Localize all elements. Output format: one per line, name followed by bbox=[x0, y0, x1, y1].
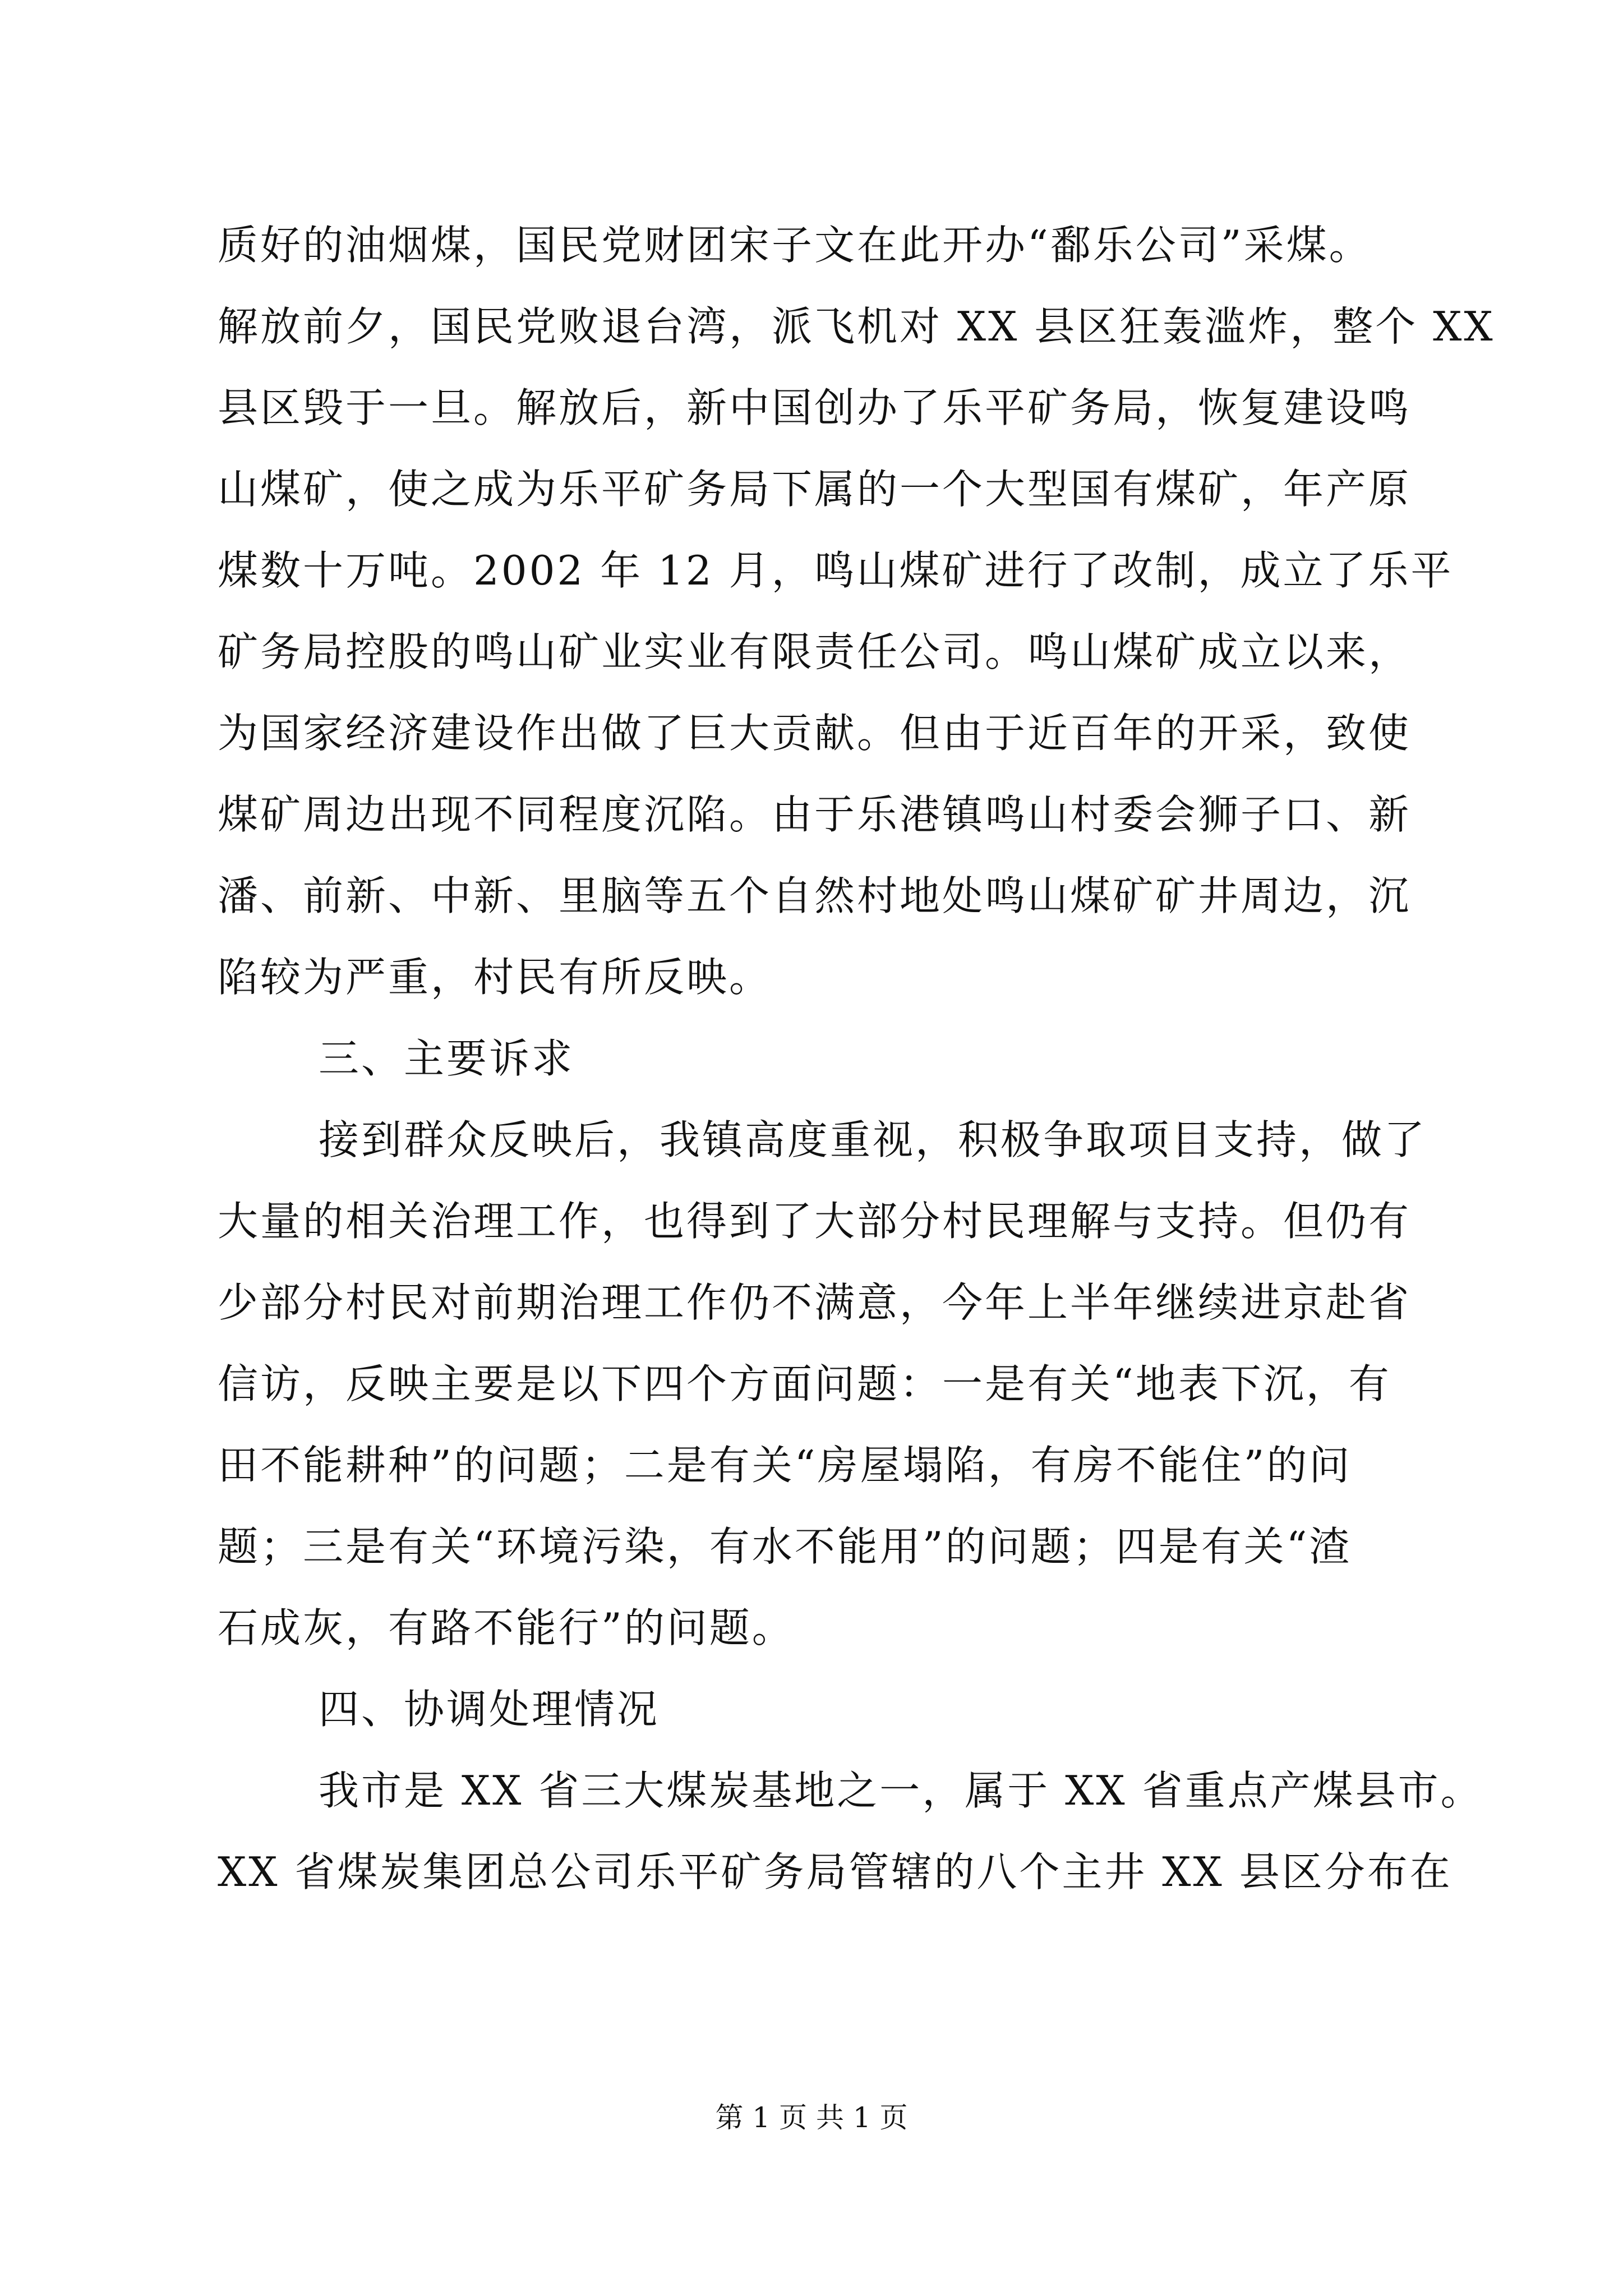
text-line: 少部分村民对前期治理工作仍不满意，今年上半年继续进京赴省 bbox=[218, 1279, 1412, 1326]
text-line: 信访，反映主要是以下四个方面问题：一是有关“地表下沉，有 bbox=[218, 1360, 1391, 1407]
text-line: 矿务局控股的鸣山矿业实业有限责任公司。鸣山煤矿成立以来， bbox=[218, 628, 1412, 675]
text-line: 解放前夕，国民党败退台湾，派飞机对 XX 县区狂轰滥炸，整个 XX bbox=[218, 303, 1495, 350]
text-line: 为国家经济建设作出做了巨大贡献。但由于近百年的开采，致使 bbox=[218, 710, 1412, 757]
section-heading: 三、主要诉求 bbox=[319, 1035, 575, 1082]
text-line: 接到群众反映后，我镇高度重视，积极争取项目支持，做了 bbox=[319, 1116, 1427, 1163]
text-line: 田不能耕种”的问题；二是有关“房屋塌陷，有房不能住”的问 bbox=[218, 1442, 1352, 1489]
body-text bbox=[218, 205, 1495, 1913]
text-line: XX 省煤炭集团总公司乐平矿务局管辖的八个主井 XX 县区分布在 bbox=[218, 1848, 1453, 1895]
text-line: 石成灰，有路不能行”的问题。 bbox=[218, 1604, 795, 1651]
text-line: 山煤矿，使之成为乐平矿务局下属的一个大型国有煤矿，年产原 bbox=[218, 466, 1412, 513]
text-line: 质好的油烟煤，国民党财团宋子文在此开办“鄱乐公司”采煤。 bbox=[218, 222, 1372, 269]
text-line: 潘、前新、中新、里脑等五个自然村地处鸣山煤矿矿井周边，沉 bbox=[218, 872, 1412, 919]
text-line: 题；三是有关“环境污染，有水不能用”的问题；四是有关“渣 bbox=[218, 1523, 1352, 1570]
text-line: 陷较为严重，村民有所反映。 bbox=[218, 954, 772, 1001]
text-line: 我市是 XX 省三大煤炭基地之一，属于 XX 省重点产煤县市。 bbox=[319, 1767, 1483, 1814]
text-line: 县区毁于一旦。解放后，新中国创办了乐平矿务局，恢复建设鸣 bbox=[218, 384, 1412, 431]
text-line: 煤数十万吨。2002 年 12 月，鸣山煤矿进行了改制，成立了乐平 bbox=[218, 547, 1454, 594]
text-line: 大量的相关治理工作，也得到了大部分村民理解与支持。但仍有 bbox=[218, 1198, 1412, 1245]
page-number: 第 1 页 共 1 页 bbox=[715, 2101, 908, 2134]
page-footer bbox=[0, 2095, 1623, 2136]
text-line: 煤矿周边出现不同程度沉陷。由于乐港镇鸣山村委会狮子口、新 bbox=[218, 791, 1412, 838]
section-heading: 四、协调处理情况 bbox=[319, 1686, 660, 1733]
